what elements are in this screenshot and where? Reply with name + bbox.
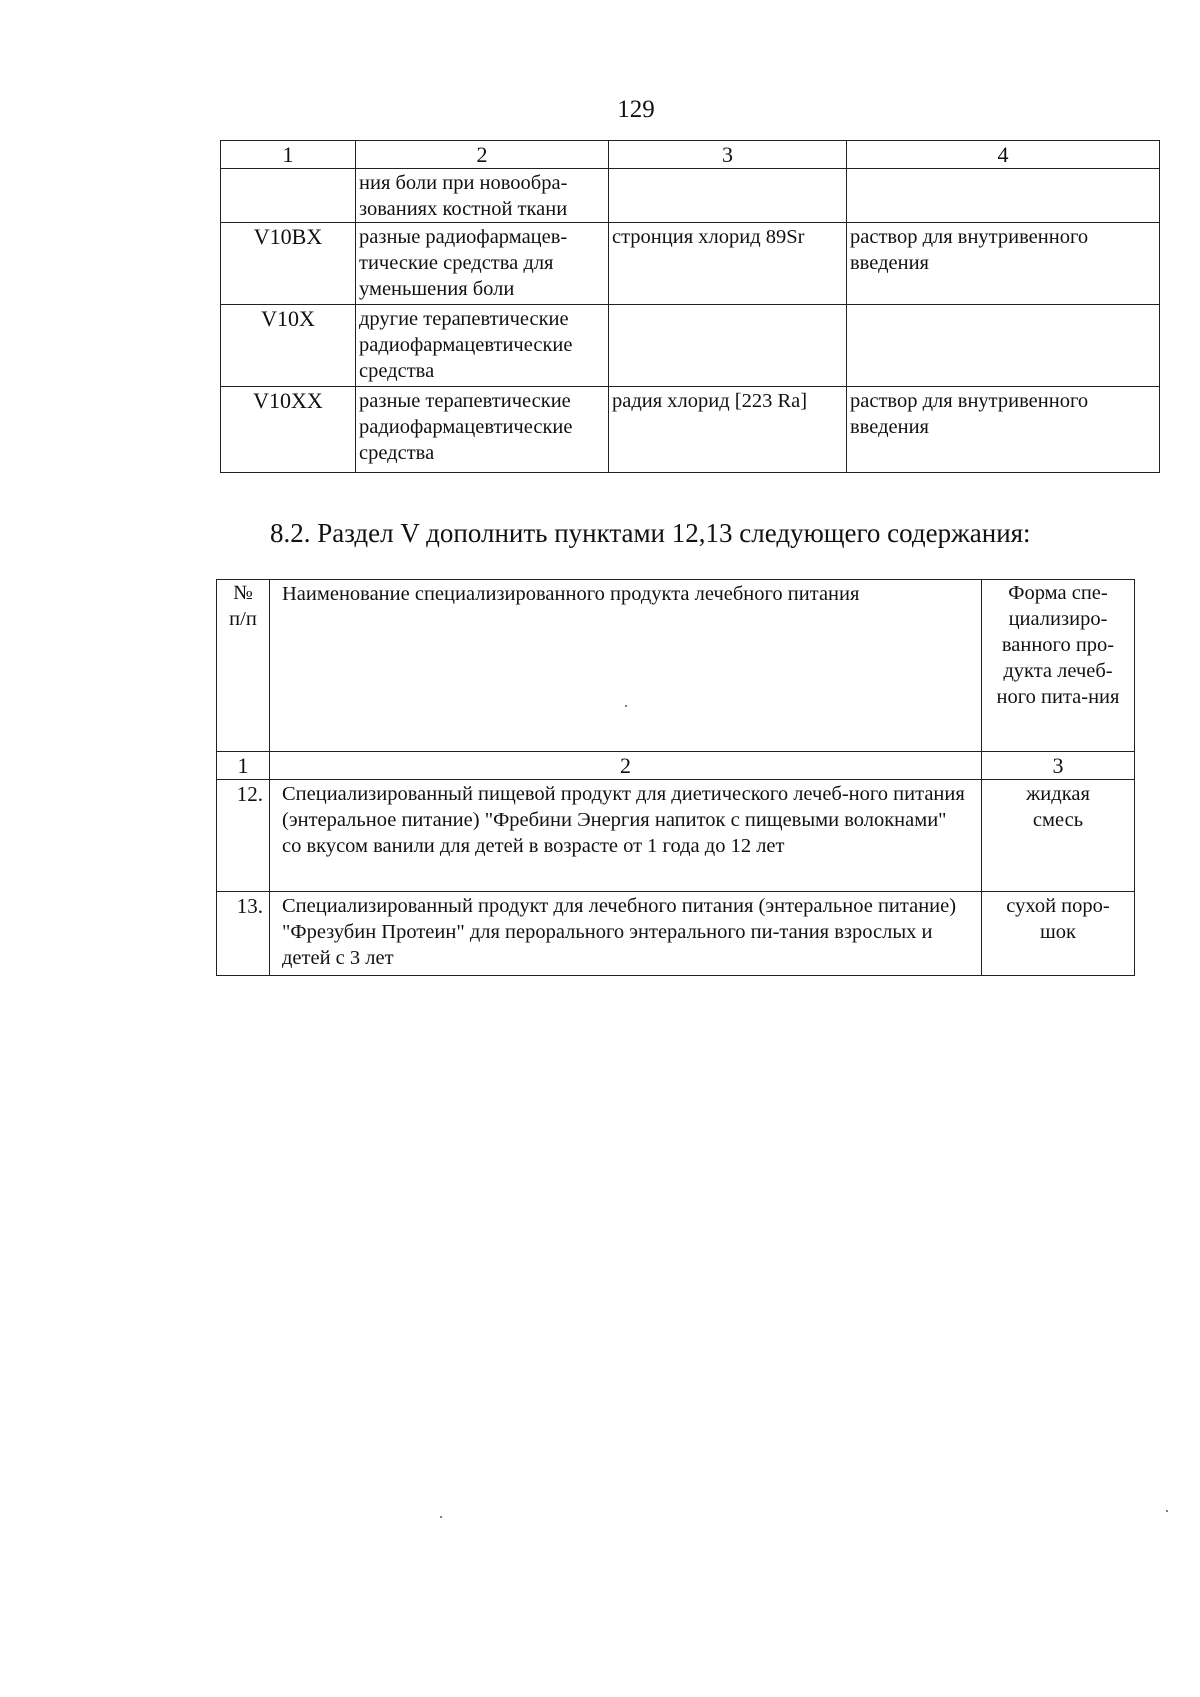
page-number: 129 (617, 96, 655, 123)
substance-cell: радия хлорид [223 Ra] (609, 387, 847, 473)
atc-code-cell: V10X (221, 305, 356, 387)
number-column-header: № п/п (217, 580, 270, 752)
table-row (221, 223, 1160, 305)
table-header-row (217, 580, 1135, 752)
group-name-cell: разные терапевтические радиофармацевтические средства (356, 387, 609, 473)
table-row (217, 892, 1135, 976)
product-name-column-header: Наименование специализированного продукта лечебного питания (270, 580, 982, 752)
product-form-cell: жидкая смесь (982, 780, 1135, 892)
column-number-1: 1 (221, 141, 356, 169)
nutrition-products-table (216, 579, 1135, 976)
table-header-row (221, 141, 1160, 169)
group-name-cell: другие терапевтические радиофармацевтические средства (356, 305, 609, 387)
column-number-4: 4 (847, 141, 1160, 169)
column-numbers-row (217, 752, 1135, 780)
atc-code-cell: V10BX (221, 223, 356, 305)
scan-speck (440, 1516, 442, 1518)
product-form-column-header: Форма спе-циализиро-ванного про-дукта лечеб-ного пита-ния (982, 580, 1135, 752)
table-row (217, 780, 1135, 892)
item-number-cell: 12. (217, 780, 270, 892)
table-row (221, 387, 1160, 473)
table-row (221, 305, 1160, 387)
group-name-cell: ния боли при новообра-зованиях костной ткани (356, 169, 609, 223)
dosage-form-cell (847, 169, 1160, 223)
medicines-table (220, 140, 1160, 473)
column-number-2: 2 (270, 752, 982, 780)
scan-speck (1166, 1510, 1168, 1512)
atc-code-cell: V10XX (221, 387, 356, 473)
product-name-cell: Специализированный продукт для лечебного питания (энтеральное питание) "Фрезубин Протеин" для перорального энтерального пи-тания взрослых и детей с 3 лет (270, 892, 982, 976)
column-number-1: 1 (217, 752, 270, 780)
product-name-cell: Специализированный пищевой продукт для диетического лечеб-ного питания (энтеральное питание) "Фребини Энергия напиток с пищевыми волокнами" со вкусом ванили для детей в возрасте от 1 года до 12 лет (270, 780, 982, 892)
atc-code-cell (221, 169, 356, 223)
item-number-cell: 13. (217, 892, 270, 976)
group-name-cell: разные радиофармацев-тические средства для уменьшения боли (356, 223, 609, 305)
product-form-cell: сухой поро-шок (982, 892, 1135, 976)
column-number-2: 2 (356, 141, 609, 169)
substance-cell: стронция хлорид 89Sr (609, 223, 847, 305)
section-heading: 8.2. Раздел V дополнить пунктами 12,13 следующего содержания: (270, 518, 1031, 548)
substance-cell (609, 169, 847, 223)
table-row (221, 169, 1160, 223)
column-number-3: 3 (982, 752, 1135, 780)
dosage-form-cell: раствор для внутривенного введения (847, 223, 1160, 305)
dosage-form-cell (847, 305, 1160, 387)
dosage-form-cell: раствор для внутривенного введения (847, 387, 1160, 473)
substance-cell (609, 305, 847, 387)
column-number-3: 3 (609, 141, 847, 169)
scan-speck (625, 705, 627, 707)
